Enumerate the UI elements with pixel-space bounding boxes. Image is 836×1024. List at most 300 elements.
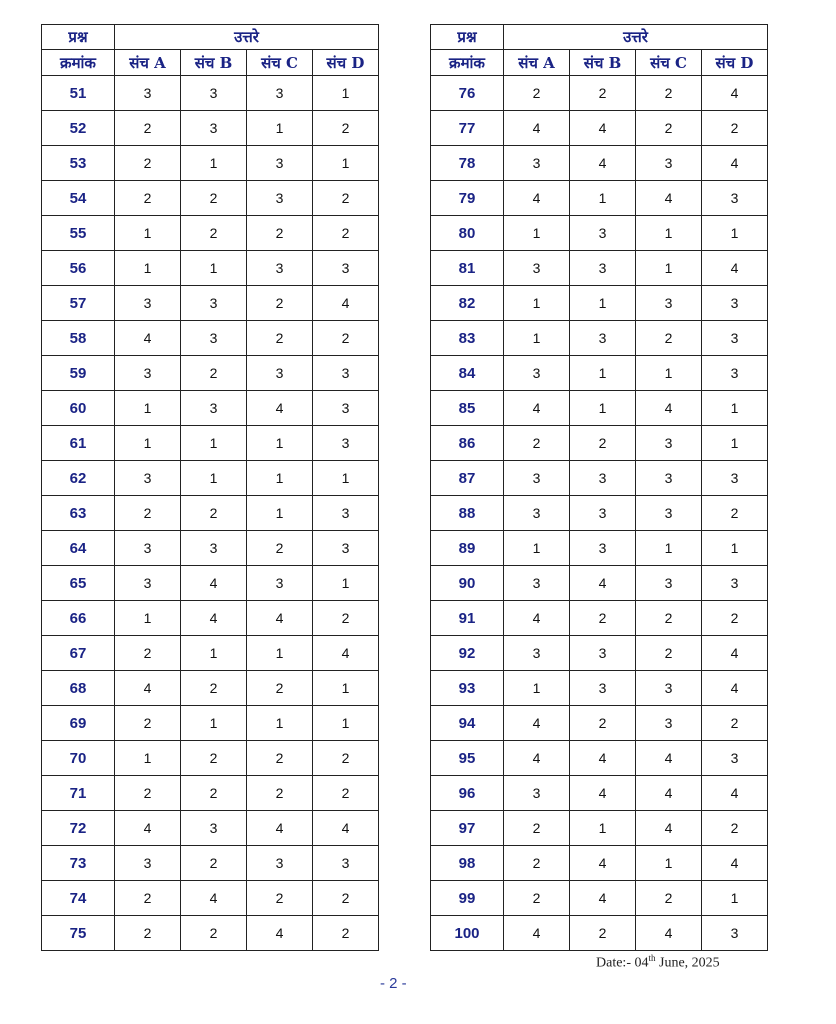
answer-set-b: 2 [570, 76, 636, 111]
question-number: 51 [42, 76, 115, 111]
answer-set-d: 4 [313, 286, 379, 321]
answer-set-b: 3 [181, 76, 247, 111]
answer-set-b: 3 [181, 321, 247, 356]
answer-set-c: 1 [636, 356, 702, 391]
question-number: 69 [42, 706, 115, 741]
question-header-line2: क्रमांक [431, 50, 504, 76]
answer-set-b: 4 [570, 146, 636, 181]
table-row [42, 181, 379, 216]
set-a-header: संच A [115, 50, 181, 76]
answer-set-d: 3 [702, 566, 768, 601]
question-number: 65 [42, 566, 115, 601]
answer-set-a: 1 [115, 741, 181, 776]
answer-set-a: 3 [504, 356, 570, 391]
answer-set-c: 2 [636, 881, 702, 916]
table-row [431, 76, 768, 111]
answer-set-a: 1 [504, 286, 570, 321]
table-row [431, 811, 768, 846]
answer-set-a: 4 [504, 111, 570, 146]
question-number: 70 [42, 741, 115, 776]
answer-set-c: 4 [247, 601, 313, 636]
answer-set-a: 1 [115, 601, 181, 636]
answer-set-b: 1 [181, 251, 247, 286]
table-row [42, 601, 379, 636]
answer-set-b: 3 [181, 391, 247, 426]
answer-key-table-right [430, 24, 768, 951]
question-number: 59 [42, 356, 115, 391]
table-row [431, 146, 768, 181]
answer-set-b: 1 [181, 636, 247, 671]
answer-set-d: 2 [313, 321, 379, 356]
table-row [431, 881, 768, 916]
set-b-header: संच B [570, 50, 636, 76]
answer-set-a: 1 [115, 426, 181, 461]
answer-set-b: 4 [570, 111, 636, 146]
question-number: 72 [42, 811, 115, 846]
question-header-line2: क्रमांक [42, 50, 115, 76]
answer-set-d: 4 [313, 811, 379, 846]
answer-set-c: 2 [636, 76, 702, 111]
answer-set-d: 2 [702, 601, 768, 636]
answer-set-b: 2 [181, 181, 247, 216]
table-row [42, 146, 379, 181]
answer-set-c: 3 [636, 671, 702, 706]
answer-set-c: 3 [247, 76, 313, 111]
table-row [431, 496, 768, 531]
date-suffix: June, 2025 [655, 955, 720, 971]
answer-set-b: 3 [181, 811, 247, 846]
answer-set-c: 3 [247, 356, 313, 391]
answer-set-b: 4 [570, 741, 636, 776]
table-row [42, 566, 379, 601]
answer-set-d: 2 [313, 111, 379, 146]
answer-set-d: 3 [313, 391, 379, 426]
answer-set-b: 4 [181, 881, 247, 916]
table-row [431, 916, 768, 951]
table-row [42, 356, 379, 391]
answer-set-b: 1 [570, 811, 636, 846]
answer-set-c: 1 [247, 111, 313, 146]
answer-set-c: 4 [247, 391, 313, 426]
question-number: 90 [431, 566, 504, 601]
answer-set-b: 2 [181, 916, 247, 951]
answer-set-d: 3 [313, 426, 379, 461]
table-row [431, 636, 768, 671]
table-row [431, 461, 768, 496]
answer-set-c: 2 [636, 601, 702, 636]
answer-set-d: 3 [702, 321, 768, 356]
answer-set-b: 4 [570, 881, 636, 916]
answer-set-c: 1 [636, 251, 702, 286]
answer-set-b: 3 [570, 531, 636, 566]
answer-set-b: 3 [570, 671, 636, 706]
answer-set-b: 2 [570, 601, 636, 636]
answer-set-a: 4 [504, 741, 570, 776]
answer-set-c: 2 [247, 531, 313, 566]
answer-set-a: 1 [504, 671, 570, 706]
answer-set-a: 3 [115, 356, 181, 391]
table-row [431, 251, 768, 286]
answer-set-d: 1 [702, 531, 768, 566]
table-row [431, 356, 768, 391]
table-row [431, 741, 768, 776]
answer-set-a: 4 [504, 706, 570, 741]
question-number: 67 [42, 636, 115, 671]
answer-set-a: 1 [504, 216, 570, 251]
answer-key-table-left [41, 24, 379, 951]
answer-set-a: 3 [504, 251, 570, 286]
table-row [431, 111, 768, 146]
answer-set-c: 1 [247, 496, 313, 531]
answer-set-b: 3 [570, 636, 636, 671]
table-row [42, 286, 379, 321]
answer-set-b: 4 [181, 566, 247, 601]
table-row [42, 391, 379, 426]
table-row [431, 321, 768, 356]
table-row [42, 846, 379, 881]
answer-set-a: 2 [115, 181, 181, 216]
question-header-line1: प्रश्न [431, 25, 504, 50]
answer-set-c: 3 [247, 846, 313, 881]
answer-set-a: 4 [115, 321, 181, 356]
answer-set-c: 3 [636, 496, 702, 531]
table-row [42, 671, 379, 706]
question-number: 64 [42, 531, 115, 566]
question-number: 73 [42, 846, 115, 881]
table-row [42, 881, 379, 916]
answer-set-c: 4 [636, 916, 702, 951]
question-number: 56 [42, 251, 115, 286]
answer-set-d: 3 [313, 251, 379, 286]
table-row [42, 426, 379, 461]
answer-set-a: 4 [115, 671, 181, 706]
question-number: 66 [42, 601, 115, 636]
question-number: 94 [431, 706, 504, 741]
table-row [431, 531, 768, 566]
question-number: 55 [42, 216, 115, 251]
answer-set-a: 2 [115, 881, 181, 916]
answer-set-b: 2 [570, 426, 636, 461]
answer-set-c: 1 [247, 636, 313, 671]
answer-set-a: 1 [504, 531, 570, 566]
answer-set-a: 2 [504, 426, 570, 461]
answer-set-d: 2 [313, 601, 379, 636]
answer-set-a: 2 [115, 916, 181, 951]
answer-set-d: 3 [313, 356, 379, 391]
answer-set-d: 3 [702, 356, 768, 391]
question-number: 95 [431, 741, 504, 776]
answer-set-a: 3 [504, 776, 570, 811]
answer-set-c: 4 [636, 391, 702, 426]
answer-set-c: 4 [247, 811, 313, 846]
question-number: 71 [42, 776, 115, 811]
question-number: 85 [431, 391, 504, 426]
question-number: 99 [431, 881, 504, 916]
answer-set-c: 4 [247, 916, 313, 951]
answer-set-d: 1 [702, 881, 768, 916]
answer-set-d: 1 [313, 461, 379, 496]
answer-set-a: 2 [115, 636, 181, 671]
table-row [431, 706, 768, 741]
answer-set-d: 2 [313, 181, 379, 216]
answer-set-b: 1 [570, 181, 636, 216]
answer-set-d: 1 [313, 671, 379, 706]
answer-set-b: 1 [181, 426, 247, 461]
answer-set-c: 2 [636, 111, 702, 146]
question-number: 92 [431, 636, 504, 671]
answer-set-d: 2 [313, 741, 379, 776]
question-number: 84 [431, 356, 504, 391]
answer-set-a: 2 [504, 881, 570, 916]
question-number: 62 [42, 461, 115, 496]
answer-set-d: 4 [702, 146, 768, 181]
answer-set-b: 3 [181, 111, 247, 146]
answer-set-c: 1 [636, 531, 702, 566]
answer-set-c: 3 [636, 286, 702, 321]
answer-set-a: 3 [504, 496, 570, 531]
answer-set-d: 2 [702, 496, 768, 531]
answer-set-a: 2 [504, 76, 570, 111]
answer-set-d: 4 [702, 636, 768, 671]
answer-set-c: 2 [247, 671, 313, 706]
table-row [431, 181, 768, 216]
answer-set-b: 4 [181, 601, 247, 636]
answer-set-c: 1 [247, 461, 313, 496]
answer-set-a: 1 [115, 216, 181, 251]
table-row [42, 111, 379, 146]
answer-set-c: 1 [636, 846, 702, 881]
answer-set-b: 4 [570, 846, 636, 881]
answer-set-a: 1 [115, 251, 181, 286]
question-number: 53 [42, 146, 115, 181]
answer-set-b: 3 [570, 496, 636, 531]
table-row [431, 671, 768, 706]
table-row [42, 321, 379, 356]
answer-set-b: 3 [570, 461, 636, 496]
table-row [42, 916, 379, 951]
answer-set-b: 1 [570, 356, 636, 391]
table-row [42, 216, 379, 251]
answer-set-d: 3 [702, 181, 768, 216]
answer-set-b: 4 [570, 566, 636, 601]
table-row [431, 601, 768, 636]
answer-set-c: 2 [247, 741, 313, 776]
question-number: 75 [42, 916, 115, 951]
answer-set-c: 2 [636, 321, 702, 356]
answer-set-c: 2 [247, 776, 313, 811]
answer-set-d: 1 [313, 76, 379, 111]
table-row [42, 496, 379, 531]
answer-set-d: 1 [313, 146, 379, 181]
answer-set-c: 2 [247, 321, 313, 356]
answer-set-d: 3 [313, 496, 379, 531]
set-d-header: संच D [313, 50, 379, 76]
question-number: 97 [431, 811, 504, 846]
question-number: 82 [431, 286, 504, 321]
answer-set-b: 3 [181, 531, 247, 566]
page-number: - 2 - [380, 975, 407, 992]
question-number: 60 [42, 391, 115, 426]
answer-set-c: 3 [636, 706, 702, 741]
answer-set-d: 4 [702, 251, 768, 286]
table-row [431, 216, 768, 251]
answer-set-d: 1 [702, 216, 768, 251]
question-number: 87 [431, 461, 504, 496]
answer-set-d: 2 [702, 111, 768, 146]
answer-set-d: 4 [702, 846, 768, 881]
question-number: 58 [42, 321, 115, 356]
set-b-header: संच B [181, 50, 247, 76]
question-number: 74 [42, 881, 115, 916]
answer-set-b: 1 [181, 706, 247, 741]
answer-set-a: 3 [504, 566, 570, 601]
answer-set-b: 2 [570, 706, 636, 741]
answer-set-d: 1 [313, 706, 379, 741]
answer-set-d: 3 [313, 531, 379, 566]
answer-set-a: 4 [504, 916, 570, 951]
answer-set-d: 1 [702, 391, 768, 426]
answer-set-d: 4 [313, 636, 379, 671]
answer-set-d: 4 [702, 76, 768, 111]
answer-set-d: 4 [702, 776, 768, 811]
table-row [431, 846, 768, 881]
table-row [42, 706, 379, 741]
answer-set-d: 2 [702, 706, 768, 741]
answer-set-b: 2 [181, 216, 247, 251]
answer-set-b: 1 [181, 461, 247, 496]
answer-set-d: 3 [702, 286, 768, 321]
answer-set-c: 1 [636, 216, 702, 251]
table-row [42, 636, 379, 671]
answer-set-a: 2 [504, 846, 570, 881]
question-number: 81 [431, 251, 504, 286]
answer-set-a: 2 [115, 776, 181, 811]
table-row [42, 811, 379, 846]
question-number: 91 [431, 601, 504, 636]
question-number: 61 [42, 426, 115, 461]
question-number: 89 [431, 531, 504, 566]
answer-set-c: 2 [636, 636, 702, 671]
question-number: 54 [42, 181, 115, 216]
set-a-header: संच A [504, 50, 570, 76]
answer-set-a: 3 [115, 76, 181, 111]
table-row [431, 391, 768, 426]
answer-set-a: 4 [115, 811, 181, 846]
answer-set-c: 3 [247, 251, 313, 286]
table-row [42, 461, 379, 496]
exam-date [596, 953, 720, 972]
answer-set-a: 1 [115, 391, 181, 426]
question-number: 68 [42, 671, 115, 706]
question-number: 77 [431, 111, 504, 146]
answer-set-d: 2 [313, 776, 379, 811]
answer-set-b: 2 [181, 496, 247, 531]
set-c-header: संच C [636, 50, 702, 76]
answer-set-c: 3 [247, 146, 313, 181]
answer-set-c: 4 [636, 776, 702, 811]
answer-set-d: 3 [313, 846, 379, 881]
answer-set-d: 1 [313, 566, 379, 601]
answer-set-a: 3 [115, 846, 181, 881]
answer-set-c: 3 [247, 181, 313, 216]
table-row [42, 251, 379, 286]
answer-set-b: 3 [570, 216, 636, 251]
table-row [42, 531, 379, 566]
answer-set-a: 3 [504, 146, 570, 181]
table-row [431, 566, 768, 601]
question-number: 86 [431, 426, 504, 461]
answer-set-a: 3 [115, 531, 181, 566]
answer-set-d: 2 [702, 811, 768, 846]
answer-set-c: 4 [636, 741, 702, 776]
answer-set-b: 2 [181, 671, 247, 706]
question-number: 83 [431, 321, 504, 356]
answer-set-c: 1 [247, 426, 313, 461]
answer-set-d: 3 [702, 741, 768, 776]
question-number: 79 [431, 181, 504, 216]
question-number: 52 [42, 111, 115, 146]
question-number: 57 [42, 286, 115, 321]
answer-set-a: 4 [504, 601, 570, 636]
answer-set-a: 1 [504, 321, 570, 356]
answer-set-c: 3 [636, 426, 702, 461]
answer-set-c: 1 [247, 706, 313, 741]
answer-set-c: 4 [636, 181, 702, 216]
answer-set-c: 3 [636, 461, 702, 496]
question-number: 96 [431, 776, 504, 811]
answer-set-c: 3 [247, 566, 313, 601]
answer-set-a: 4 [504, 391, 570, 426]
answer-set-d: 3 [702, 916, 768, 951]
answer-set-a: 2 [115, 111, 181, 146]
set-d-header: संच D [702, 50, 768, 76]
answer-set-c: 3 [636, 566, 702, 601]
question-header-line1: प्रश्न [42, 25, 115, 50]
answer-set-c: 3 [636, 146, 702, 181]
answer-set-b: 2 [181, 846, 247, 881]
answer-set-a: 3 [504, 636, 570, 671]
table-row [431, 776, 768, 811]
date-prefix: Date:- 04 [596, 955, 649, 971]
answer-set-d: 2 [313, 216, 379, 251]
answer-set-b: 1 [570, 391, 636, 426]
table-row [42, 741, 379, 776]
answer-set-a: 4 [504, 181, 570, 216]
answer-set-a: 3 [115, 461, 181, 496]
question-number: 76 [431, 76, 504, 111]
answer-set-a: 2 [115, 496, 181, 531]
question-number: 63 [42, 496, 115, 531]
answer-set-b: 2 [181, 741, 247, 776]
answers-header: उत्तरे [504, 25, 768, 50]
table-row [431, 286, 768, 321]
answer-set-d: 3 [702, 461, 768, 496]
question-number: 78 [431, 146, 504, 181]
question-number: 80 [431, 216, 504, 251]
answer-set-d: 2 [313, 881, 379, 916]
answer-set-b: 2 [570, 916, 636, 951]
answer-set-a: 2 [115, 146, 181, 181]
question-number: 98 [431, 846, 504, 881]
table-row [431, 426, 768, 461]
answer-set-d: 2 [313, 916, 379, 951]
answer-set-b: 3 [181, 286, 247, 321]
answer-set-b: 1 [181, 146, 247, 181]
answer-set-c: 2 [247, 216, 313, 251]
answer-set-b: 2 [181, 356, 247, 391]
answer-set-c: 2 [247, 881, 313, 916]
answer-set-b: 2 [181, 776, 247, 811]
